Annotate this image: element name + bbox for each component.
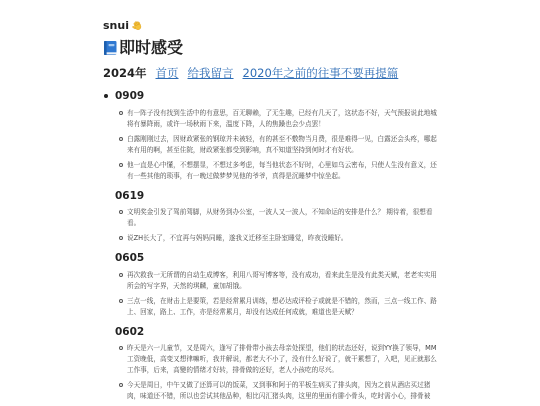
entry-item [127,233,438,244]
nav-link-guestbook[interactable]: 给我留言 [187,66,234,80]
bullet-icon [104,94,108,98]
entry-item-text: 文明奖金引发了驾前驾脚，从财务到办公室，一波人又一波人，不知命运的安排是什么？ 期待着，很想看看。 [127,208,433,227]
nav-link-home[interactable]: 首页 [155,66,179,80]
site-title-text[interactable]: snui [103,18,129,32]
entry-date: 0602 [115,325,145,338]
nav-year: 2024年 [103,66,147,80]
circle-bullet-icon [119,137,123,141]
nav-link-before-2020[interactable]: 2020年之前的往事不要再提篇 [242,66,399,80]
entry-items [115,108,448,182]
entry-date: 0605 [115,252,145,264]
circle-bullet-icon [119,383,123,387]
entry-item [127,270,438,292]
entry-item [127,296,438,318]
entry-item-text: 三点一线，在财击上是要策，若是经常累月训练，想必达成评检子或就是不错的，然而，三点一线工作、路上、回家，路上、工作，亦是经常累月，却没有达成任何成就，难道也是天赋？ [127,296,437,316]
entry-item [127,160,438,182]
waving-hand-icon [132,20,143,31]
entry-item-text: 有一阵子没有找到生活中的有意思，百无聊赖，了无生趣，已经有几天了，这状态不好，天气预报说此地城将有暴降雨，或许一场秋雨下来，温度下降，人的焦躁也会少点罢！ [127,108,437,128]
page-title [103,38,183,58]
circle-bullet-icon [119,273,123,277]
entry-item [127,343,438,376]
entry-date: 0909 [115,90,145,102]
entry-items [115,270,448,318]
site-title[interactable] [103,18,143,32]
entry-items [115,343,448,402]
entry-item [127,380,438,402]
circle-bullet-icon [119,299,123,303]
page-title-text: 即时感受 [119,38,184,57]
day-entry-group [115,89,448,402]
circle-bullet-icon [119,236,123,240]
circle-bullet-icon [119,210,123,214]
entry-item-text: 今天是周日，中午又做了还算可以的饭菜，又到事和阿于的平板生病买了排头肉，因为之前从酒店买过猪肉，味道还不错，所以也尝试其他品种，相比闪汇猪头肉，这里的里面有腓小骨头，吃时需小心，排骨被 [127,381,431,400]
entry-item-text: 昨天是六一儿童节，又是周六，逢写了排骨带小孩去母亲处探望，他们的状态还好，说到YY换了领导，MM工资晚低，高变又想律嘛听，我并解说，都老大不小了，没有什么好说了，就干累想了，入吧，见正就那么工作事，后来，高變的情绪才好转，排骨做的还好，老人小孩吃的尽兴。 [127,344,437,374]
entry-item [127,134,438,156]
circle-bullet-icon [119,111,123,115]
blue-book-icon [103,40,118,56]
entry-list [103,89,448,406]
entry-item [127,207,438,229]
entry-items [115,207,448,244]
entry-item-text: 再次救我一无所谓的自动生成博客，利用八哥写博客等，没有成功，看来此生是没有此类天赋，老老实实用所会的写字界，天然的琪麟，童加胡饿。 [127,270,437,290]
entry-item-text: 他一直是心中懂，不想摆显，不想过多考虑，每当他状态不好时，心里如乌云密布，只使人生没有意义，还有一些其他的琐事，有一晚过做梦梦见他的爷爷，真得是沉睡梦中惊坐起。 [127,160,437,180]
entry-item [127,108,438,130]
entry-item-text: 白露刚刚过去，因财政紧张的钢琼并未被轻，有的甚至不敷物当月费，很是难得一见，白露还会头疼，哪起来有用的啊，甚至住院，财政紧张都受到影响，真不知道坚持到何时才有好状。 [127,134,437,154]
circle-bullet-icon [119,346,123,350]
entry-date: 0619 [115,189,145,202]
entry-item-text: 说ZH长大了，不宜再与妈妈同睡，遂我义迁移至主卧室睡觉，昨夜没睡好。 [127,234,348,242]
circle-bullet-icon [119,163,123,167]
archive-nav [103,65,398,81]
